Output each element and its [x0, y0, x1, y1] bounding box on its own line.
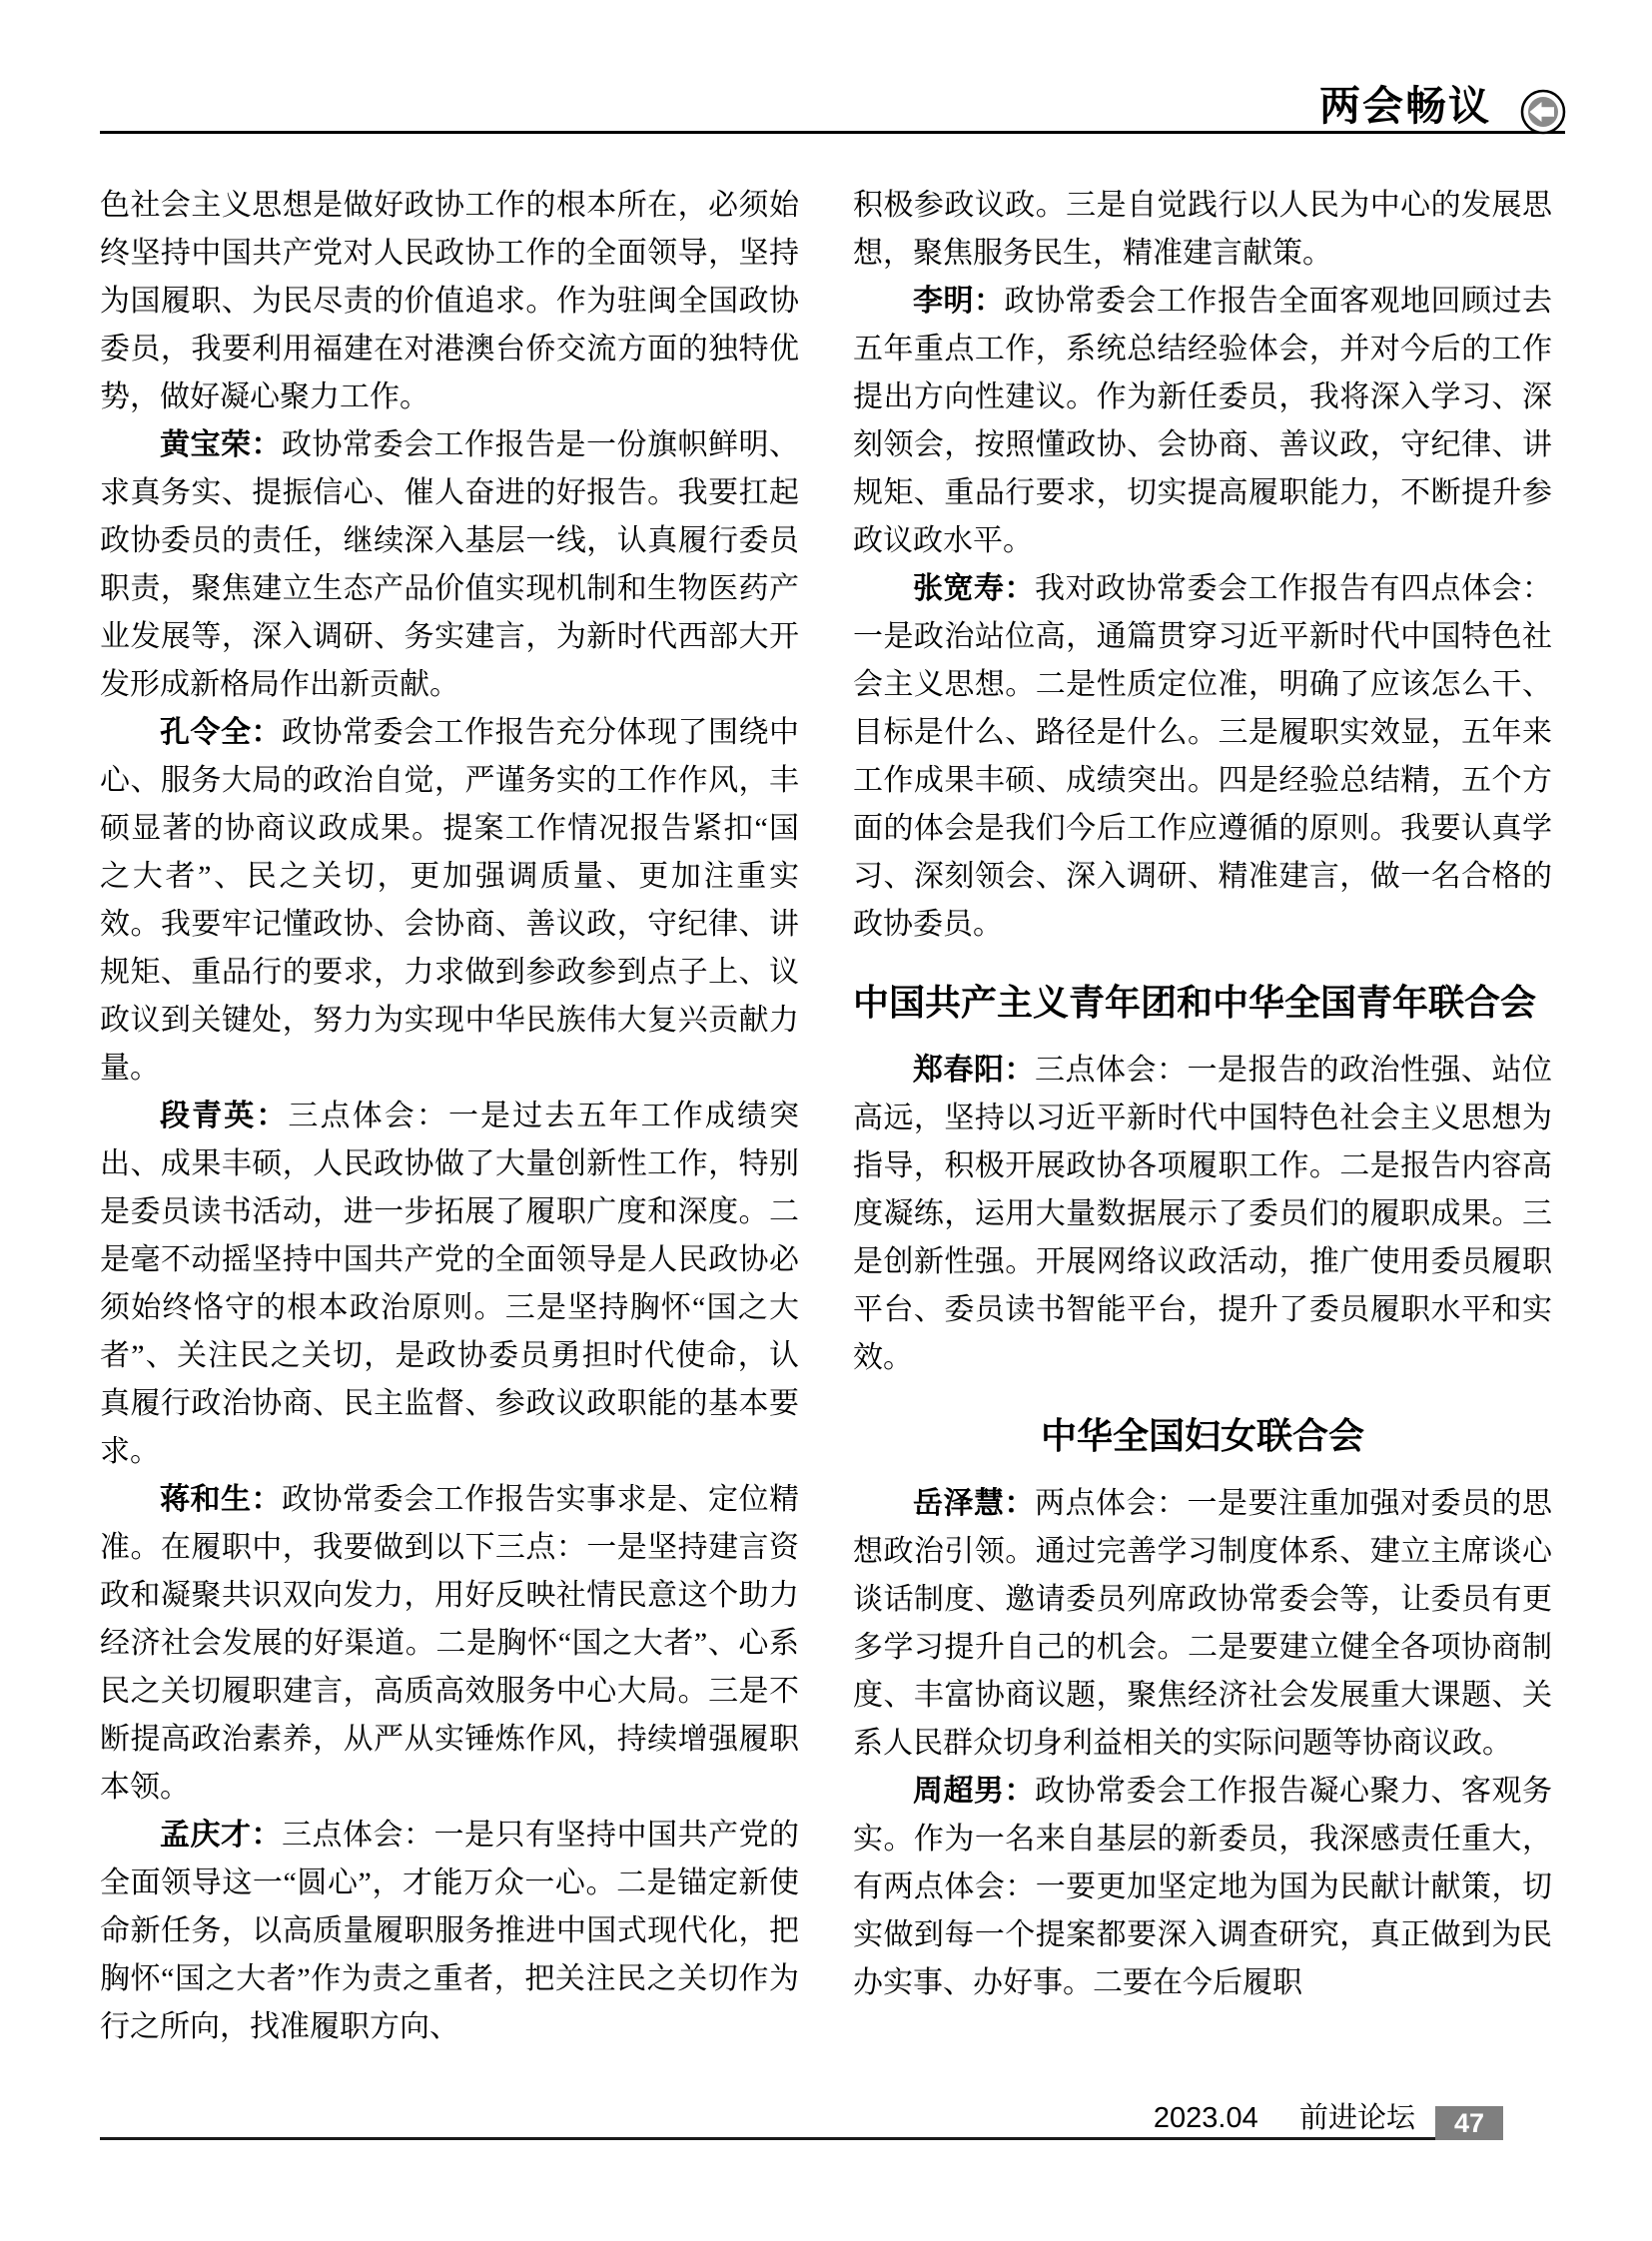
speaker-name: 周超男：	[913, 1775, 1035, 1808]
paragraph: 郑春阳：三点体会：一是报告的政治性强、站位高远，坚持以习近平新时代中国特色社会主义思想为指导，积极开展政协各项履职工作。二是报告内容高度凝练，运用大量数据展示了委员们的履职成果。三是创新性强。开展网络议政活动，推广使用委员履职平台、委员读书智能平台，提升了委员履职水平和实效。	[853, 1054, 1552, 1374]
paragraph: 黄宝荣：政协常委会工作报告是一份旗帜鲜明、求真务实、提振信心、催人奋进的好报告。我要扛起政协委员的责任，继续深入基层一线，认真履行委员职责，聚焦建立生态产品价值实现机制和生物医药产业发展等，深入调研、务实建言，为新时代西部大开发形成新格局作出新贡献。	[100, 428, 799, 701]
footer-journal-name: 前进论坛	[1298, 2102, 1415, 2134]
speaker-name: 黄宝荣：	[160, 428, 282, 461]
speaker-name: 郑春阳：	[913, 1054, 1035, 1087]
left-column	[100, 182, 799, 2051]
speaker-name: 孔令全：	[160, 716, 282, 749]
section-heading: 中国共产主义青年团和中华全国青年联合会	[853, 983, 1537, 1023]
speaker-name: 岳泽慧：	[913, 1487, 1035, 1520]
section-heading: 中华全国妇女联合会	[1040, 1416, 1364, 1456]
section-title: 两会畅议	[1319, 83, 1491, 129]
paragraph: 孟庆才：三点体会：一是只有坚持中国共产党的全面领导这一“圆心”，才能万众一心。二是锚定新使命新任务，以高质量履职服务推进中国式现代化，把胸怀“国之大者”作为责之重者，把关注民之关切作为行之所向，找准履职方向、	[100, 1819, 799, 2043]
paragraph: 周超男：政协常委会工作报告凝心聚力、客观务实。作为一名来自基层的新委员，我深感责任重大，有两点体会：一要更加坚定地为国为民献计献策，切实做到每一个提案都要深入调查研究，真正做到为民办实事、办好事。二要在今后履职	[853, 1775, 1552, 1999]
paragraph: 孔令全：政协常委会工作报告充分体现了围绕中心、服务大局的政治自觉，严谨务实的工作作风，丰硕显著的协商议政成果。提案工作情况报告紧扣“国之大者”、民之关切，更加强调质量、更加注重实效。我要牢记懂政协、会协商、善议政，守纪律、讲规矩、重品行的要求，力求做到参政参到点子上、议政议到关键处，努力为实现中华民族伟大复兴贡献力量。	[100, 716, 799, 1085]
speaker-name: 张宽寿：	[913, 572, 1035, 605]
paragraph: 张宽寿：我对政协常委会工作报告有四点体会：一是政治站位高，通篇贯穿习近平新时代中国特色社会主义思想。二是性质定位准，明确了应该怎么干、目标是什么、路径是什么。三是履职实效显，五年来工作成果丰硕、成绩突出。四是经验总结精，五个方面的体会是我们今后工作应遵循的原则。我要认真学习、深刻领会、深入调研、精准建言，做一名合格的政协委员。	[853, 572, 1552, 941]
page-number-badge: 47	[1435, 2106, 1503, 2140]
paragraph: 蒋和生：政协常委会工作报告实事求是、定位精准。在履职中，我要做到以下三点：一是坚持建言资政和凝聚共识双向发力，用好反映社情民意这个助力经济社会发展的好渠道。二是胸怀“国之大者”、心系民之关切履职建言，高质高效服务中心大局。三是不断提高政治素养，从严从实锤炼作风，持续增强履职本领。	[100, 1483, 799, 1804]
right-column	[853, 182, 1552, 2007]
header-rule	[100, 131, 1565, 134]
speaker-name: 段青英：	[160, 1100, 289, 1132]
paragraph: 积极参政议政。三是自觉践行以人民为中心的发展思想，聚焦服务民生，精准建言献策。	[853, 189, 1552, 270]
paragraph: 李明：政协常委会工作报告全面客观地回顾过去五年重点工作，系统总结经验体会，并对今后的工作提出方向性建议。作为新任委员，我将深入学习、深刻领会，按照懂政协、会协商、善议政，守纪律、讲规矩、重品行要求，切实提高履职能力，不断提升参政议政水平。	[853, 285, 1552, 557]
speaker-name: 孟庆才：	[160, 1819, 282, 1852]
back-arrow-icon	[1520, 89, 1566, 135]
speaker-name: 蒋和生：	[160, 1483, 282, 1516]
footer-issue: 2023.04	[1153, 2102, 1258, 2134]
paragraph: 段青英：三点体会：一是过去五年工作成绩突出、成果丰硕，人民政协做了大量创新性工作，特别是委员读书活动，进一步拓展了履职广度和深度。二是毫不动摇坚持中国共产党的全面领导是人民政协必须始终恪守的根本政治原则。三是坚持胸怀“国之大者”、关注民之关切，是政协委员勇担时代使命，认真履行政治协商、民主监督、参政议政职能的基本要求。	[100, 1100, 800, 1468]
paragraph: 岳泽慧：两点体会：一是要注重加强对委员的思想政治引领。通过完善学习制度体系、建立主席谈心谈话制度、邀请委员列席政协常委会等，让委员有更多学习提升自己的机会。二是要建立健全各项协商制度、丰富协商议题，聚焦经济社会发展重大课题、关系人民群众切身利益相关的实际问题等协商议政。	[853, 1487, 1552, 1760]
footer-rule	[100, 2137, 1435, 2140]
footer-text	[699, 2100, 1415, 2136]
paragraph: 色社会主义思想是做好政协工作的根本所在，必须始终坚持中国共产党对人民政协工作的全面领导，坚持为国履职、为民尽责的价值追求。作为驻闽全国政协委员，我要利用福建在对港澳台侨交流方面的独特优势，做好凝心聚力工作。	[100, 189, 799, 413]
speaker-name: 李明：	[913, 285, 1005, 318]
